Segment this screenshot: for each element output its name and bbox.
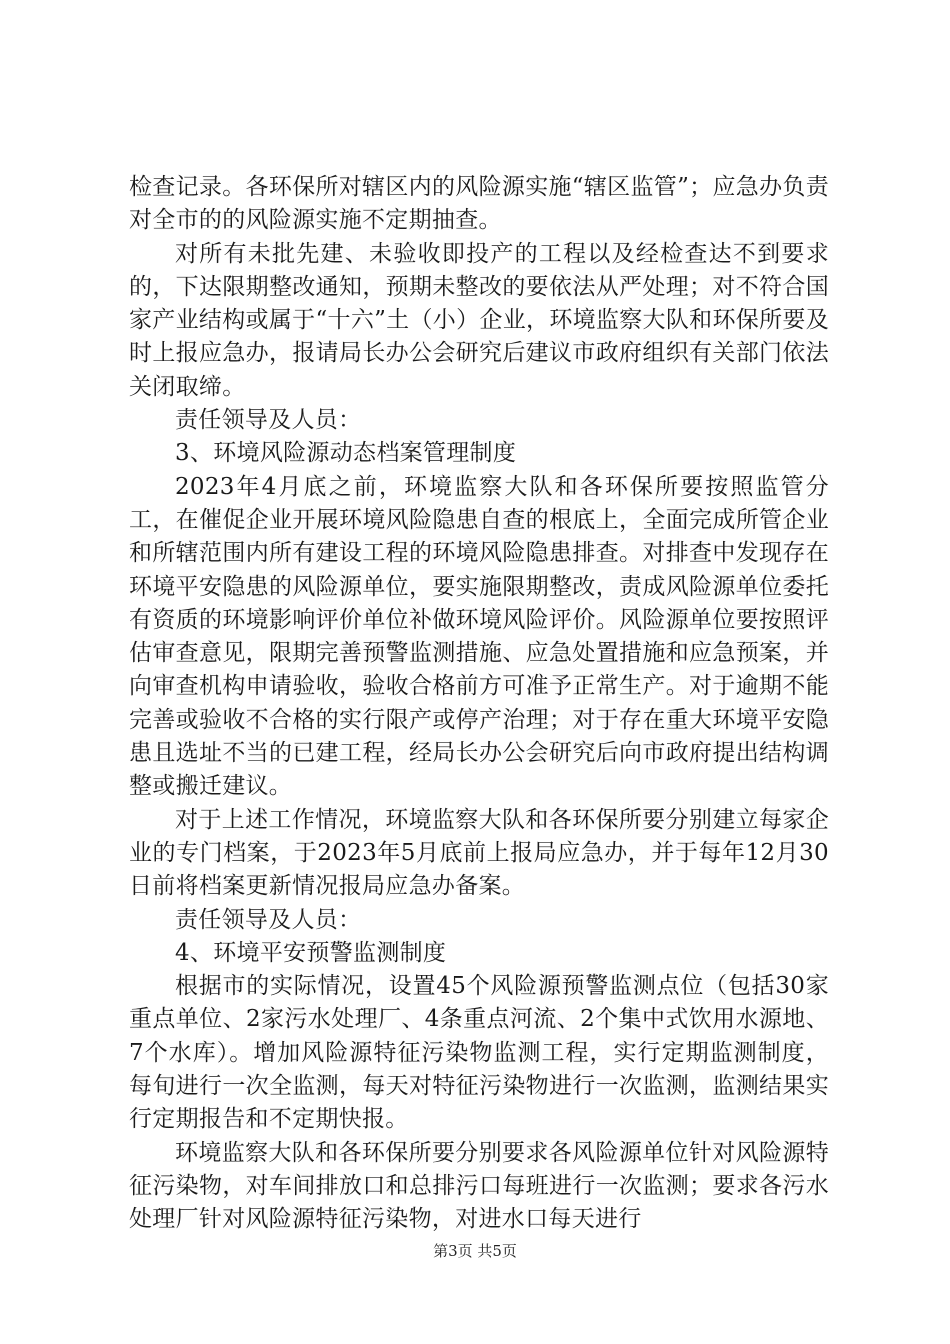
paragraph-inspection-record: 检查记录。各环保所对辖区内的风险源实施“辖区监管”；应急办负责对全市的的风险源实施不定期抽查。 (129, 174, 829, 234)
document-body (129, 171, 829, 1237)
paragraph-rectification: 对所有未批先建、未验收即投产的工程以及经检查达不到要求的，下达限期整改通知，预期未整改的要依法从严处理；对不符合国家产业结构或属于“十六”土（小）企业，环境监察大队和环保所要及时上报应急办，报请局长办公会研究后建议市政府组织有关部门依法关闭取缔。 (129, 240, 829, 400)
section-heading-4: 4、环境平安预警监测制度 (175, 939, 447, 966)
section-heading-3: 3、环境风险源动态档案管理制度 (175, 440, 517, 467)
paragraph-monitoring-requirements: 环境监察大队和各环保所要分别要求各风险源单位针对风险源特征污染物，对车间排放口和总排污口每班进行一次监测；要求各污水处理厂针对风险源特征污染物，对进水口每天进行 (129, 1139, 829, 1233)
paragraph-responsible-persons-2: 责任领导及人员： (175, 906, 362, 933)
paragraph-archives: 对于上述工作情况，环境监察大队和各环保所要分别建立每家企业的专门档案，于2023年5月底前上报局应急办，并于每年12月30日前将档案更新情况报局应急办备案。 (129, 806, 829, 900)
paragraph-responsible-persons: 责任领导及人员： (175, 407, 362, 434)
paragraph-risk-investigation: 2023年4月底之前，环境监察大队和各环保所要按照监管分工，在催促企业开展环境风险隐患自查的根底上，全面完成所管企业和所辖范围内所有建设工程的环境风险隐患排查。对排查中发现存在环境平安隐患的风险源单位，要实施限期整改，责成风险源单位委托有资质的环境影响评价单位补做环境风险评价。风险源单位要按照评估审查意见，限期完善预警监测措施、应急处置措施和应急预案，并向审查机构申请验收，验收合格前方可准予正常生产。对于逾期不能完善或验收不合格的实行限产或停产治理；对于存在重大环境平安隐患且选址不当的已建工程，经局长办公会研究后向市政府提出结构调整或搬迁建议。 (129, 473, 829, 800)
page-number: 第3页 共5页 (433, 1242, 517, 1260)
paragraph-monitoring-points: 根据市的实际情况，设置45个风险源预警监测点位（包括30家重点单位、2家污水处理厂、4条重点河流、2个集中式饮用水源地、7个水库）。增加风险源特征污染物监测工程，实行定期监测制度，每旬进行一次全监测，每天对特征污染物进行一次监测，监测结果实行定期报告和不定期快报。 (129, 973, 829, 1133)
